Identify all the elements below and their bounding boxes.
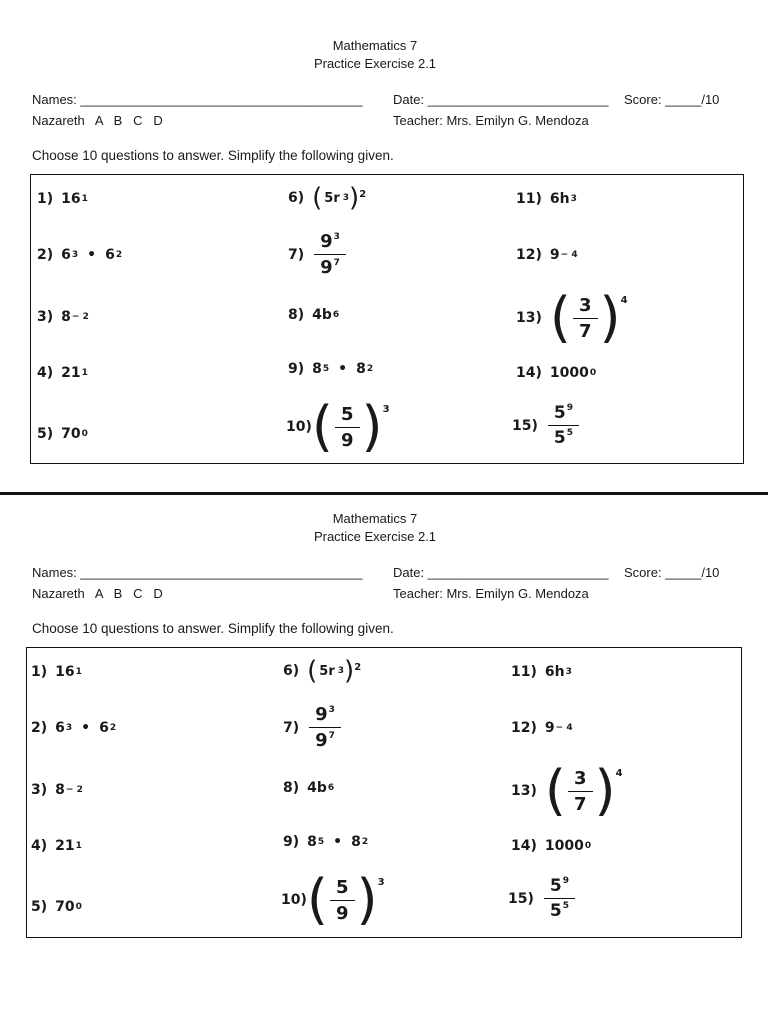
question-8: 8) 4b 6 [288, 307, 340, 323]
exercise-title: Practice Exercise 2.1 [313, 56, 437, 71]
date-field: Date: _________________________ [393, 92, 609, 107]
question-7: 7) $\frac{9^3}{9^7}$ [288, 231, 348, 278]
cut-line-divider [0, 492, 768, 495]
question-5: 5) 70 0 [37, 426, 88, 442]
worksheet-top [0, 30, 768, 500]
question-11: 11) 6h 3 [511, 664, 572, 680]
question-8: 8) 4b 6 [283, 780, 335, 796]
question-2: 2) 6 3 • 6 2 [31, 720, 117, 736]
question-3: 3) 8 − 2 [31, 782, 83, 798]
score-field: Score: _____/10 [624, 565, 720, 580]
question-10: 10) ( $\frac{5}{9}$ ) 3 [286, 395, 390, 458]
date-field: Date: _________________________ [393, 565, 609, 580]
question-5: 5) 70 0 [31, 899, 82, 915]
question-10: 10) ( $\frac{5}{9}$ ) 3 [281, 868, 385, 931]
question-7: 7) $\frac{9^3}{9^7}$ [283, 704, 343, 751]
instructions: Choose 10 questions to answer. Simplify the following given. [32, 148, 394, 163]
section-line: Nazareth A B C D [32, 586, 163, 601]
question-15: 15) $\frac{5^9}{5^5}$ [512, 403, 581, 448]
question-1: 1) 16 1 [37, 191, 88, 207]
questions-box [30, 174, 744, 464]
question-9: 9) 8 5 • 8 2 [288, 361, 374, 377]
teacher-line: Teacher: Mrs. Emilyn G. Mendoza [393, 586, 589, 601]
question-13: 13) ( $\frac{3}{7}$ ) 4 [516, 286, 628, 349]
names-field: Names: _______________________________________ [32, 565, 363, 580]
question-12: 12) 9 − 4 [516, 247, 578, 263]
teacher-line: Teacher: Mrs. Emilyn G. Mendoza [393, 113, 589, 128]
question-1: 1) 16 1 [31, 664, 82, 680]
question-2: 2) 6 3 • 6 2 [37, 247, 123, 263]
question-14: 14) 1000 0 [511, 838, 592, 854]
question-3: 3) 8 − 2 [37, 309, 89, 325]
question-6: 6) ( 5r 3 ) 2 [288, 183, 367, 213]
names-field: Names: _______________________________________ [32, 92, 363, 107]
section-line: Nazareth A B C D [32, 113, 163, 128]
worksheet-bottom [0, 503, 768, 973]
question-14: 14) 1000 0 [516, 365, 597, 381]
exercise-title: Practice Exercise 2.1 [313, 529, 437, 544]
question-6: 6) ( 5r 3 ) 2 [283, 656, 362, 686]
questions-box [26, 647, 742, 938]
question-13: 13) ( $\frac{3}{7}$ ) 4 [511, 759, 623, 822]
question-4: 4) 21 1 [37, 365, 88, 381]
question-9: 9) 8 5 • 8 2 [283, 834, 369, 850]
question-11: 11) 6h 3 [516, 191, 577, 207]
question-4: 4) 21 1 [31, 838, 82, 854]
score-field: Score: _____/10 [624, 92, 720, 107]
question-15: 15) $\frac{5^9}{5^5}$ [508, 876, 577, 921]
question-12: 12) 9 − 4 [511, 720, 573, 736]
subject-title: Mathematics 7 [332, 511, 418, 526]
instructions: Choose 10 questions to answer. Simplify the following given. [32, 621, 394, 636]
subject-title: Mathematics 7 [332, 38, 418, 53]
